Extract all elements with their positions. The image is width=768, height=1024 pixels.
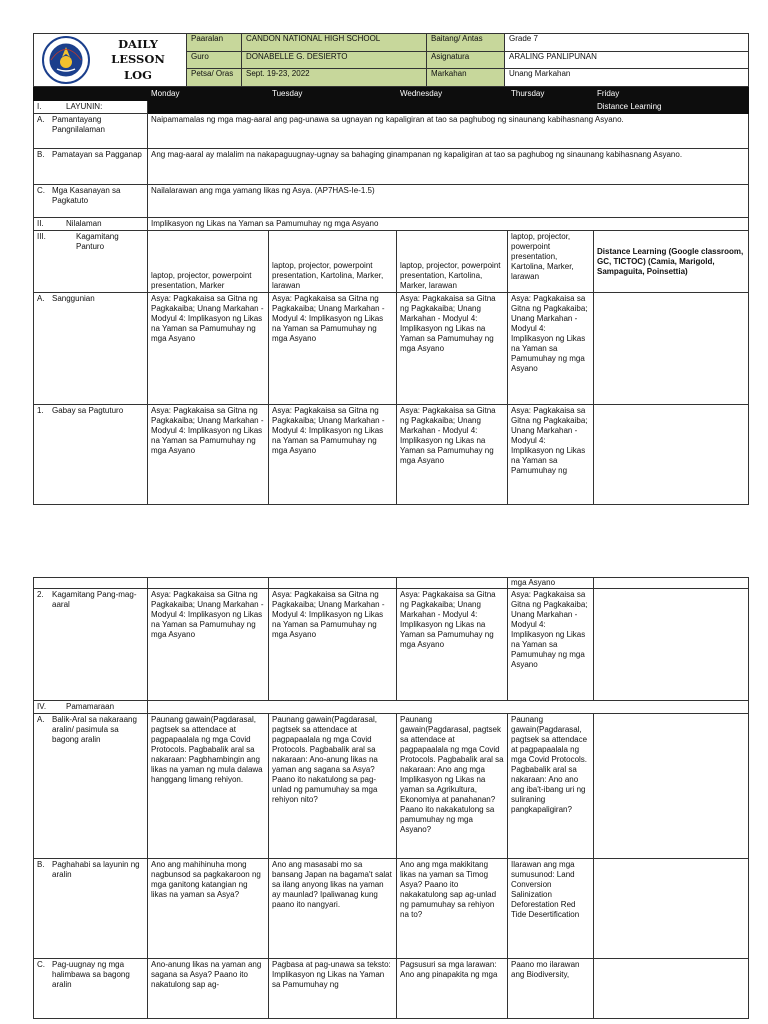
paghahabi-friday bbox=[594, 859, 749, 959]
school-label: Paaralan bbox=[187, 34, 242, 52]
subject-label: Asignatura bbox=[427, 51, 505, 69]
gabay-tuesday: Asya: Pagkakaisa sa Gitna ng Pagkakaiba; Unang Markahan - Modyul 4: Implikasyon ng Likas na Yaman sa Pamumuhay ng mga Asyano bbox=[269, 405, 397, 505]
kasanayan-label: C. Mga Kasanayan sa Pagkatuto bbox=[34, 185, 148, 218]
gabay-friday bbox=[594, 405, 749, 505]
day-thursday: Thursday bbox=[508, 88, 594, 101]
lesson-table-2 bbox=[33, 577, 749, 1019]
pag-uugnay-thursday: Paano mo ilarawan ang Biodiversity, bbox=[508, 959, 594, 1019]
kagamitang-mag-aaral-thursday: Asya: Pagkakaisa sa Gitna ng Pagkakaiba; Unang Markahan - Modyul 4: Implikasyon ng Likas na Yaman sa Pamumuhay ng mga Asyano bbox=[508, 589, 594, 701]
pag-uugnay-monday: Ano-anung likas na yaman ang sagana sa Asya? Paano ito nakatulong sap ag- bbox=[148, 959, 269, 1019]
layunin-label: I. LAYUNIN: bbox=[34, 101, 148, 114]
paghahabi-wednesday: Ano ang mga makikitang likas na yaman sa Timog Asya? Paano ito nakakatulong sap ag-unlad ng pamumuhay sa rehiyon na to? bbox=[397, 859, 508, 959]
kagamitang-panturo-tuesday: laptop, projector, powerpoint presentation, Kartolina, Marker, larawan bbox=[269, 231, 397, 293]
pamantayan-pagganap-label: B. Pamatayan sa Pagganap bbox=[34, 149, 148, 185]
kagamitang-panturo-label: III. Kagamitang Panturo bbox=[34, 231, 148, 293]
kagamitang-mag-aaral-monday: Asya: Pagkakaisa sa Gitna ng Pagkakaiba; Unang Markahan - Modyul 4: Implikasyon ng Likas na Yaman sa Pamumuhay ng mga Asyano bbox=[148, 589, 269, 701]
kagamitang-panturo-friday: Distance Learning (Google classroom, GC, TICTOC) (Camia, Marigold, Sampaguita, Poinsettia) bbox=[594, 231, 749, 293]
kagamitang-panturo-wednesday: laptop, projector, powerpoint presentation, Kartolina, Marker, larawan bbox=[397, 231, 508, 293]
sanggunian-tuesday: Asya: Pagkakaisa sa Gitna ng Pagkakaiba; Unang Markahan - Modyul 4: Implikasyon ng Likas na Yaman sa Pamumuhay ng mga Asyano bbox=[269, 293, 397, 405]
paghahabi-label: B. Paghahabi sa layunin ng aralin bbox=[34, 859, 148, 959]
day-friday: Friday bbox=[594, 88, 749, 101]
balik-aral-thursday: Paunang gawain(Pagdarasal, pagtsek sa attendace at pagpapaalala ng mga Covid Protocols. Pagbabalik aral sa nakaraan: Ano ano ang iba't-ibang uri ng suliraning pangkapaligiran? bbox=[508, 714, 594, 859]
deped-seal-icon bbox=[38, 34, 94, 86]
pag-uugnay-friday bbox=[594, 959, 749, 1019]
teacher-value: DONABELLE G. DESIERTO bbox=[242, 51, 427, 69]
school-value: CANDON NATIONAL HIGH SCHOOL bbox=[242, 34, 427, 52]
sanggunian-monday: Asya: Pagkakaisa sa Gitna ng Pagkakaiba; Unang Markahan - Modyul 4: Implikasyon ng Likas na Yaman sa Pamumuhay ng mga Asyano bbox=[148, 293, 269, 405]
balik-aral-tuesday: Paunang gawain(Pagdarasal, pagtsek sa attendace at pagpapaalala ng mga Covid Protocols. Pagbabalik aral sa nakaraan: Ano-anung likas na yaman ang sagana sa Asya? Paano ito nakatulong sa pag-unlad ng pamumuhay sa mga rehiyon nito? bbox=[269, 714, 397, 859]
date-value: Sept. 19-23, 2022 bbox=[242, 69, 427, 87]
subject-value: ARALING PANLIPUNAN bbox=[505, 51, 749, 69]
nilalaman-label: II. Nilalaman bbox=[34, 218, 148, 231]
balik-aral-label: A. Balik-Aral sa nakaraang aralin/ pasimula sa bagong aralin bbox=[34, 714, 148, 859]
quarter-value: Unang Markahan bbox=[505, 69, 749, 87]
gabay-thursday: Asya: Pagkakaisa sa Gitna ng Pagkakaiba; Unang Markahan - Modyul 4: Implikasyon ng Likas na Yaman sa Pamumuhay ng bbox=[508, 405, 594, 505]
header-table bbox=[33, 33, 749, 87]
pamantayang-nilalaman-content: Naipamamalas ng mga mag-aaral ang pag-unawa sa ugnayan ng kapaligiran at tao sa paghubog ng sinaunang kabihasnang Asyano. bbox=[148, 114, 749, 149]
nilalaman-content: Implikasyon ng Likas na Yaman sa Pamumuhay ng mga Asyano bbox=[148, 218, 749, 231]
day-monday: Monday bbox=[148, 88, 269, 101]
gabay-thursday-continued: mga Asyano bbox=[508, 578, 594, 589]
paghahabi-monday: Ano ang mahihinuha mong nagbunsod sa pagkakaroon ng mga ganitong katangian ng likas na yaman sa Asya? bbox=[148, 859, 269, 959]
document-title: DAILY LESSON LOG bbox=[111, 36, 165, 82]
pag-uugnay-label: C. Pag-uugnay ng mga halimbawa sa bagong aralin bbox=[34, 959, 148, 1019]
sanggunian-wednesday: Asya: Pagkakaisa sa Gitna ng Pagkakaiba; Unang Markahan - Modyul 4: Implikasyon ng Likas na Yaman sa Pamumuhay ng mga Asyano bbox=[397, 293, 508, 405]
kagamitang-mag-aaral-friday bbox=[594, 589, 749, 701]
pamamaraan-label: IV. Pamamaraan bbox=[34, 701, 148, 714]
paghahabi-tuesday: Ano ang masasabi mo sa bansang Japan na bagama't salat sa ilang anyong likas na yaman ay maunlad? Ipaliwanag kung paano ito nangyari. bbox=[269, 859, 397, 959]
logo-cell bbox=[34, 34, 187, 87]
grade-value: Grade 7 bbox=[505, 34, 749, 52]
pag-uugnay-wednesday: Pagsusuri sa mga larawan: Ano ang pinapakita ng mga bbox=[397, 959, 508, 1019]
teacher-label: Guro bbox=[187, 51, 242, 69]
distance-learning-header: Distance Learning bbox=[594, 101, 749, 114]
balik-aral-wednesday: Paunang gawain(Pagdarasal, pagtsek sa attendace at pagpapaalala ng mga Covid Protocols. Pagbabalik aral sa nakaraan: Ano ang mga Implikasyon ng Likas na yaman sa Agrikultura, Ekonomiya at panahanan? Paano ito nakakatulong sa pamumuhay ng mga Asyano? bbox=[397, 714, 508, 859]
kagamitang-panturo-thursday: laptop, projector, powerpoint presentation, Kartolina, Marker, larawan bbox=[508, 231, 594, 293]
balik-aral-friday bbox=[594, 714, 749, 859]
gabay-wednesday: Asya: Pagkakaisa sa Gitna ng Pagkakaiba; Unang Markahan - Modyul 4: Implikasyon ng Likas na Yaman sa Pamumuhay ng mga Asyano bbox=[397, 405, 508, 505]
balik-aral-monday: Paunang gawain(Pagdarasal, pagtsek sa attendace at pagpapaalala ng mga Covid Protocols. Pagbabalik aral sa nakaraan: Pagbhambingin ang likas na yaman ng mula dalawa hanggang limang rehiyon. bbox=[148, 714, 269, 859]
pag-uugnay-tuesday: Pagbasa at pag-unawa sa teksto: Implikasyon ng Likas na Yaman sa Pamumuhay ng bbox=[269, 959, 397, 1019]
date-label: Petsa/ Oras bbox=[187, 69, 242, 87]
sanggunian-friday bbox=[594, 293, 749, 405]
gabay-monday: Asya: Pagkakaisa sa Gitna ng Pagkakaiba; Unang Markahan - Modyul 4: Implikasyon ng Likas na Yaman sa Pamumuhay ng mga Asyano bbox=[148, 405, 269, 505]
kagamitang-mag-aaral-label: 2. Kagamitang Pang-mag-aaral bbox=[34, 589, 148, 701]
grade-label: Baitang/ Antas bbox=[427, 34, 505, 52]
pamantayan-pagganap-content: Ang mag-aaral ay malalim na nakapaguugnay-ugnay sa bahaging ginampanan ng kapaligiran at tao sa paghubog ng sinaunang kabihasnang Asyano. bbox=[148, 149, 749, 185]
lesson-log-page-1 bbox=[33, 33, 748, 505]
day-wednesday: Wednesday bbox=[397, 88, 508, 101]
paghahabi-thursday: Ilarawan ang mga sumusunod: Land Conversion Salinization Deforestation Red Tide Desertification bbox=[508, 859, 594, 959]
pamantayang-nilalaman-label: A. Pamantayang Pangnilalaman bbox=[34, 114, 148, 149]
sanggunian-thursday: Asya: Pagkakaisa sa Gitna ng Pagkakaiba; Unang Markahan - Modyul 4: Implikasyon ng Likas na Yaman sa Pamumuhay ng mga Asyano bbox=[508, 293, 594, 405]
day-tuesday: Tuesday bbox=[269, 88, 397, 101]
kagamitang-panturo-monday: laptop, projector, powerpoint presentation, Marker bbox=[148, 231, 269, 293]
gabay-label: 1. Gabay sa Pagtuturo bbox=[34, 405, 148, 505]
kagamitang-mag-aaral-wednesday: Asya: Pagkakaisa sa Gitna ng Pagkakaiba; Unang Markahan - Modyul 4: Implikasyon ng Likas na Yaman sa Pamumuhay ng mga Asyano bbox=[397, 589, 508, 701]
kasanayan-content: Nailalarawan ang mga yamang likas ng Asya. (AP7HAS-Ie-1.5) bbox=[148, 185, 749, 218]
sanggunian-label: A. Sanggunian bbox=[34, 293, 148, 405]
lesson-table-1 bbox=[33, 87, 749, 505]
kagamitang-mag-aaral-tuesday: Asya: Pagkakaisa sa Gitna ng Pagkakaiba; Unang Markahan - Modyul 4: Implikasyon ng Likas na Yaman sa Pamumuhay ng mga Asyano bbox=[269, 589, 397, 701]
day-header-blank bbox=[34, 88, 148, 101]
lesson-log-page-2 bbox=[33, 577, 748, 1019]
quarter-label: Markahan bbox=[427, 69, 505, 87]
